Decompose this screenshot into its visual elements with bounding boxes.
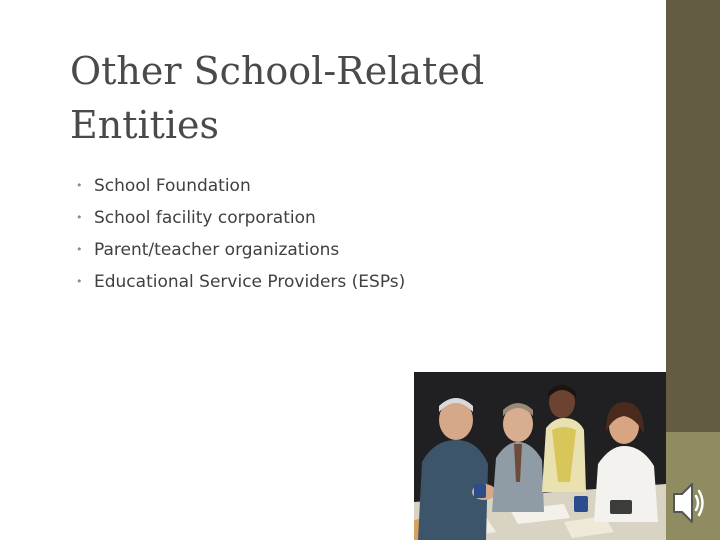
bullet-dot: • [76,211,83,224]
bullet-dot: • [76,243,83,256]
meeting-photo-illustration [414,372,666,540]
bullet-text: Parent/teacher organizations [94,240,340,260]
speaker-audio-icon[interactable] [668,480,708,526]
slide-title-line-2: Entities [70,103,220,147]
bullet-text: Educational Service Providers (ESPs) [94,272,406,292]
slide-title [70,44,630,152]
bullet-dot: • [76,275,83,288]
bullet-item [76,202,405,234]
slide-title-line-1: Other School-Related [70,49,485,93]
bullet-list [76,170,405,298]
bullet-dot: • [76,179,83,192]
bullet-text: School Foundation [94,176,251,196]
meeting-photo [414,372,666,540]
bullet-item [76,170,405,202]
bullet-item [76,266,405,298]
bullet-text: School facility corporation [94,208,316,228]
bullet-item [76,234,405,266]
sidebar-accent-top [666,0,720,432]
